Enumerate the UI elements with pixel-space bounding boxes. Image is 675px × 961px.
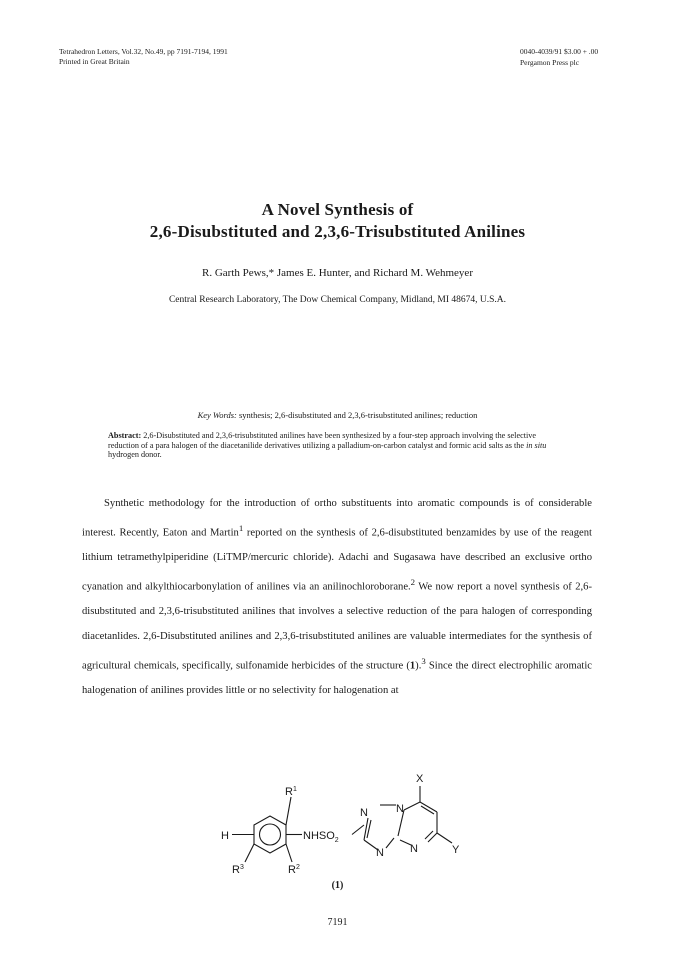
ref-3: 3 <box>421 655 426 666</box>
n-atom-3: N <box>376 847 384 859</box>
n-atom-1: N <box>360 807 368 819</box>
ref-2: 2 <box>410 577 416 588</box>
p1-part-a: Synthetic methodology for the introduction of ortho substituents into aromatic compounds is of considerable interest. Recently, Eaton and Martin <box>82 498 592 539</box>
title-line-2: 2,6-Disubstituted and 2,3,6-Trisubstituted Anilines <box>149 222 526 241</box>
issn-price: 0040-4039/91 $3.00 + .00 <box>520 47 599 56</box>
keywords-label: Key Words: <box>197 410 237 420</box>
aromatic-circle <box>260 824 281 845</box>
printed-in: Printed in Great Britain <box>59 57 130 66</box>
p1-part-d: ). <box>415 660 422 672</box>
publisher: Pergamon Press plc <box>520 58 580 67</box>
r3-label: $R^3$ <box>232 864 244 876</box>
n-atom-2: N <box>396 803 404 815</box>
page-number: 7191 <box>327 917 348 928</box>
n-atom-4: N <box>410 843 418 855</box>
abstract-text: 2,6-Disubstituted and 2,3,6-trisubstituted anilines have been synthesized by a four-step approach involving the selective reduction of a para halogen of the diacetanilide derivatives utilizing a palladium-on-carbon catalyst and formic acid salts as the <box>108 431 536 450</box>
journal-citation: Tetrahedron Letters, Vol.32, No.49, pp 7191-7194, 1991 <box>59 47 228 56</box>
r2-label: $R^2$ <box>288 864 300 876</box>
nhso2-group: $NHSO_2$ <box>303 830 339 844</box>
p1-part-e: Since the direct electrophilic aromatic halogenation of anilines provides little or no selectivity for halogenation at <box>82 660 592 696</box>
authors: R. Garth Pews,* James E. Hunter, and Richard M. Wehmeyer <box>202 267 473 279</box>
benzene-ring <box>254 816 286 853</box>
abstract-text-end: hydrogen donor. <box>108 450 162 459</box>
p1-part-c: We now report a novel synthesis of 2,6-disubstituted and 2,3,6-trisubstituted anilines that involves a selective reduction of the para halogen of corresponding diacetanlides. 2,6-Disubstituted anilines and 2,3,6-trisubstituted anilines are valuable intermediates for the synthesis of agricultural chemicals, specifically, sulfonamide herbicides of the structure ( <box>82 581 592 672</box>
abstract-in-situ: in situ <box>526 440 547 450</box>
abstract-label: Abstract: <box>108 431 142 440</box>
keywords-text: synthesis; 2,6-disubstituted and 2,3,6-trisubstituted anilines; reduction <box>238 410 478 420</box>
structure-ref: 1 <box>409 660 416 672</box>
r1-label: $R^1$ <box>285 786 297 798</box>
ref-1: 1 <box>238 523 244 534</box>
title-line-1: A Novel Synthesis of <box>261 200 414 219</box>
h-atom: H <box>221 830 229 842</box>
x-substituent: X <box>416 773 424 785</box>
structure-caption: (1) <box>331 880 344 891</box>
affiliation: Central Research Laboratory, The Dow Chemical Company, Midland, MI 48674, U.S.A. <box>168 295 507 305</box>
p1-part-b: reported on the synthesis of 2,6-disubstituted benzamides by use of the reagent lithium tetramethylpiperidine (LiTMP/mercuric chloride). Adachi and Sugasawa have described an exclusive ortho cyanation and alkylthiocarbonylation of anilines via an anilinochloroborane. <box>82 527 592 593</box>
y-substituent: Y <box>452 844 460 856</box>
